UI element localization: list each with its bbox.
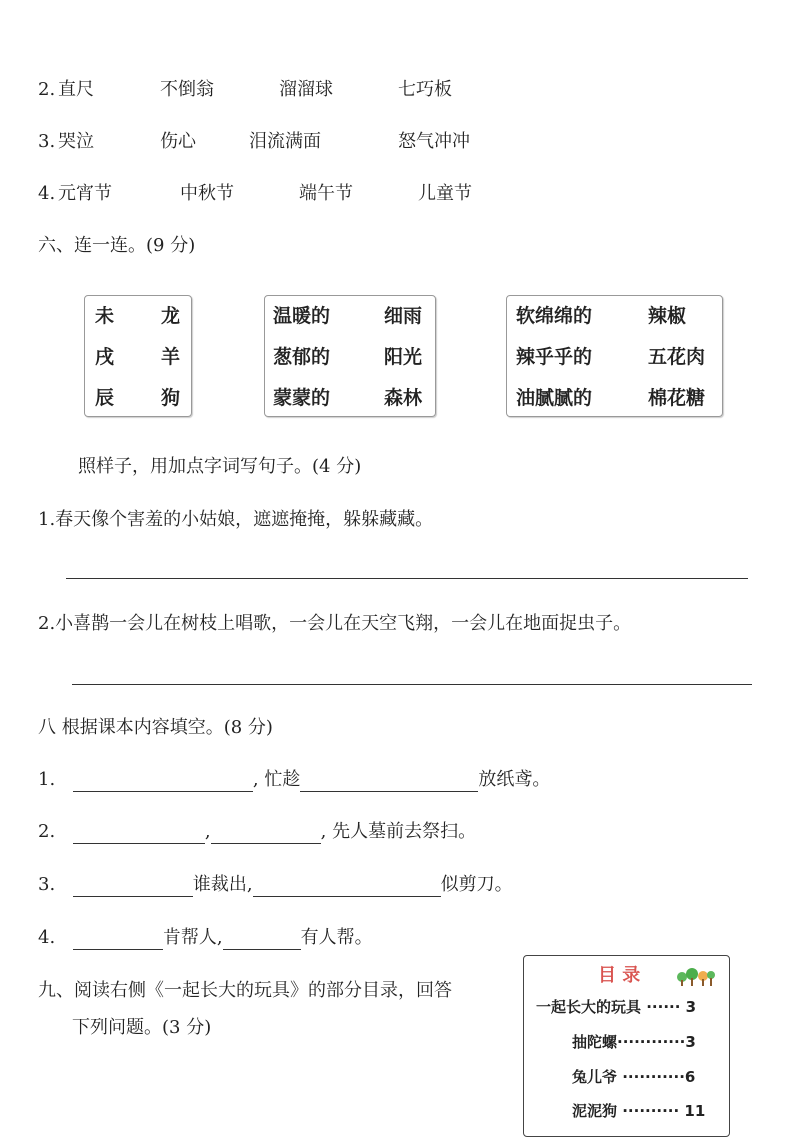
fill-blank[interactable] [223, 931, 301, 950]
group-row-4 [38, 182, 112, 206]
item-num: 4. [38, 927, 56, 948]
toc-entry: 兔儿爷 ···········6 [572, 1068, 696, 1086]
word: 溜溜球 [279, 79, 333, 100]
item-num: 3. [38, 874, 56, 895]
example-sentence-1: 1.春天像个害羞的小姑娘，遮遮掩掩，躲躲藏藏。 [38, 509, 434, 530]
match-right-item: 阳光 [384, 346, 423, 368]
word: 伤心 [160, 131, 196, 152]
item-text: , [204, 821, 211, 842]
match-right-item: 棉花糖 [648, 387, 706, 409]
match-left-item: 辣乎乎的 [516, 346, 593, 368]
section-6-title: 六、连一连。(9 分) [38, 235, 196, 256]
answer-line-1[interactable] [66, 578, 748, 579]
toc-entry: 抽陀螺············3 [572, 1033, 696, 1051]
fill-blank[interactable] [300, 773, 478, 792]
item-text: 谁裁出, [192, 874, 253, 895]
fill-blank[interactable] [73, 773, 253, 792]
match-right-item: 细雨 [384, 305, 423, 327]
group-row-3 [38, 130, 94, 154]
match-box-zodiac [84, 295, 192, 417]
section-9-line-2: 下列问题。(3 分) [72, 1017, 212, 1038]
fill-item-3 [38, 873, 513, 897]
match-left-item: 油腻腻的 [516, 387, 593, 409]
group-row-2 [38, 78, 94, 102]
section-7-title: 照样子，用加点字词写句子。(4 分) [78, 456, 362, 477]
section-9-line-1: 九、阅读右侧《一起长大的玩具》的部分目录，回答 [38, 980, 452, 1001]
match-left-item: 葱郁的 [273, 346, 331, 368]
toc-entry: 泥泥狗 ·········· 11 [572, 1102, 706, 1120]
section-8-title: 八 根据课本内容填空。(8 分) [38, 717, 273, 738]
match-box-food [506, 295, 723, 417]
fill-item-2 [38, 820, 476, 844]
item-num: 1. [38, 769, 56, 790]
item-text: 放纸鸢。 [478, 769, 551, 790]
match-left-item: 戌 [95, 346, 115, 368]
item-text: 肯帮人, [162, 927, 223, 948]
word: 泪流满面 [249, 131, 321, 152]
word: 哭泣 [58, 131, 94, 152]
match-left-item: 蒙蒙的 [273, 387, 331, 409]
example-sentence-2: 2.小喜鹊一会儿在树枝上唱歌，一会儿在天空飞翔，一会儿在地面捉虫子。 [38, 613, 632, 634]
word: 七巧板 [398, 79, 452, 100]
match-left-item: 软绵绵的 [516, 305, 593, 327]
item-num: 2. [38, 821, 56, 842]
match-right-item: 羊 [161, 346, 181, 368]
word: 元宵节 [58, 183, 112, 204]
match-right-item: 森林 [384, 387, 423, 409]
fill-item-4 [38, 926, 373, 950]
toc-entry: 一起长大的玩具 ······ 3 [536, 998, 697, 1016]
match-right-item: 龙 [161, 305, 181, 327]
word: 直尺 [58, 79, 94, 100]
item-text: 似剪刀。 [440, 874, 513, 895]
fill-blank[interactable] [73, 931, 163, 950]
fill-blank[interactable] [253, 878, 441, 897]
word: 儿童节 [418, 183, 472, 204]
match-right-item: 狗 [161, 387, 181, 409]
group-num: 2. [38, 79, 56, 100]
match-right-item: 五花肉 [648, 346, 706, 368]
item-text: , 先人墓前去祭扫。 [320, 821, 477, 842]
toc-card [523, 955, 730, 1137]
match-right-item: 辣椒 [648, 305, 687, 327]
fill-item-1 [38, 768, 550, 792]
fill-blank[interactable] [73, 825, 205, 844]
toc-title: 目 录 [598, 965, 641, 986]
group-num: 3. [38, 131, 56, 152]
tree-icon [676, 964, 716, 990]
fill-blank[interactable] [211, 825, 321, 844]
word: 端午节 [299, 183, 353, 204]
item-text: 有人帮。 [300, 927, 373, 948]
fill-blank[interactable] [73, 878, 193, 897]
match-box-nature [264, 295, 436, 417]
item-text: , 忙趁 [252, 769, 301, 790]
word: 怒气冲冲 [398, 131, 470, 152]
answer-line-2[interactable] [72, 684, 752, 685]
match-left-item: 未 [95, 305, 115, 327]
match-left-item: 温暖的 [273, 305, 331, 327]
group-num: 4. [38, 183, 56, 204]
word: 中秋节 [180, 183, 234, 204]
match-left-item: 辰 [95, 387, 115, 409]
word: 不倒翁 [160, 79, 214, 100]
